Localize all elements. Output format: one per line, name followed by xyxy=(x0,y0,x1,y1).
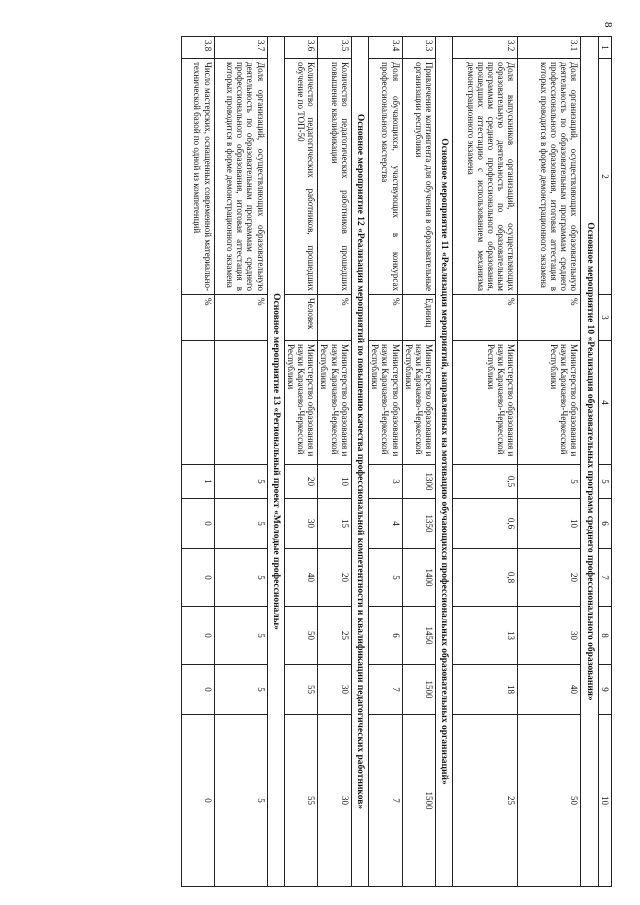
value-cell: 0 xyxy=(181,665,214,715)
unit-cell: % xyxy=(518,295,581,341)
unit-cell: % xyxy=(214,295,267,341)
indicator-description: Количество педагогических работников, прошедших обучение по ТОП-50 xyxy=(285,59,318,295)
value-cell: 6 xyxy=(369,607,402,665)
responsible-org: Министерство образования и науки Карачаево-Черкесской Республики xyxy=(453,341,518,465)
value-cell: 30 xyxy=(318,665,351,715)
table-row xyxy=(318,37,351,887)
indicator-description: Количество педагогических работников прошедших повышение квалификации xyxy=(318,59,351,295)
section-title: Основное мероприятие 13 «Региональный проект «Молодые профессионалы» xyxy=(267,37,285,887)
column-number-1: 1 xyxy=(599,37,612,59)
value-cell: 5 xyxy=(214,465,267,499)
value-cell: 1400 xyxy=(402,549,435,607)
value-cell: 0 xyxy=(181,607,214,665)
responsible-org: Министерство образования и науки Карачаево-Черкесской Республики xyxy=(518,341,581,465)
value-cell: 50 xyxy=(285,607,318,665)
column-number-5: 5 xyxy=(599,465,612,499)
value-cell: 25 xyxy=(318,607,351,665)
value-cell: 20 xyxy=(285,465,318,499)
column-number-3: 3 xyxy=(599,295,612,341)
responsible-org xyxy=(181,341,214,465)
row-number: 3.6 xyxy=(285,37,318,59)
row-number: 3.7 xyxy=(214,37,267,59)
row-number: 3.3 xyxy=(402,37,435,59)
table-row xyxy=(181,37,214,887)
indicator-description: Число мастерских, оснащенных современной материально-технической базой по одной из компетенций xyxy=(181,59,214,295)
table-row xyxy=(285,37,318,887)
section-title: Основное мероприятие 11 «Реализация мероприятий, направленных на мотивацию обучающихся профессиональных образовательных организаций» xyxy=(435,37,453,887)
value-cell: 4 xyxy=(369,499,402,549)
column-number-9: 9 xyxy=(599,665,612,715)
value-cell: 7 xyxy=(369,665,402,715)
value-cell: 40 xyxy=(518,665,581,715)
row-number: 3.8 xyxy=(181,37,214,59)
table-row xyxy=(369,37,402,887)
value-cell: 5 xyxy=(214,549,267,607)
value-cell: 13 xyxy=(453,607,518,665)
unit-cell: Человек xyxy=(285,295,318,341)
value-cell: 0,8 xyxy=(453,549,518,607)
indicator-description: Доля организаций, осуществляющих образовательную деятельность по образовательным программам среднего профессионального образования, итоговая аттестация в которых проводится в форме демонстрационного экзамена xyxy=(214,59,267,295)
section-title: Основное мероприятие 12 «Реализация мероприятий по повышению качества профессиональной компетентности и квалификации педагогических работников» xyxy=(351,37,369,887)
value-cell: 5 xyxy=(369,549,402,607)
value-cell: 30 xyxy=(285,499,318,549)
value-cell: 5 xyxy=(214,715,267,887)
indicator-description: Доля выпускников организаций, осуществляющих образовательную деятельность по образовательным программам среднего профессионального образования, прошедших аттестацию с использованием механизма демонстрационного экзамена xyxy=(453,59,518,295)
column-number-6: 6 xyxy=(599,499,612,549)
column-number-10: 10 xyxy=(599,715,612,887)
responsible-org: Министерство образования и науки Карачаево-Черкесской Республики xyxy=(369,341,402,465)
value-cell: 0,5 xyxy=(453,465,518,499)
unit-cell: % xyxy=(369,295,402,341)
value-cell: 10 xyxy=(518,499,581,549)
section-row xyxy=(581,37,599,887)
unit-cell: % xyxy=(181,295,214,341)
value-cell: 1500 xyxy=(402,715,435,887)
value-cell: 18 xyxy=(453,665,518,715)
unit-cell: % xyxy=(453,295,518,341)
value-cell: 1450 xyxy=(402,607,435,665)
value-cell: 55 xyxy=(285,715,318,887)
table-row xyxy=(402,37,435,887)
value-cell: 0,6 xyxy=(453,499,518,549)
value-cell: 30 xyxy=(518,607,581,665)
column-number-2: 2 xyxy=(599,59,612,295)
value-cell: 50 xyxy=(518,715,581,887)
responsible-org: Министерство образования и науки Карачаево-Черкесской Республики xyxy=(285,341,318,465)
value-cell: 1500 xyxy=(402,665,435,715)
section-row xyxy=(435,37,453,887)
unit-cell: Единиц xyxy=(402,295,435,341)
section-row xyxy=(351,37,369,887)
table-header-row xyxy=(599,37,612,887)
value-cell: 0 xyxy=(181,499,214,549)
value-cell: 5 xyxy=(214,665,267,715)
value-cell: 1300 xyxy=(402,465,435,499)
row-number: 3.2 xyxy=(453,37,518,59)
value-cell: 20 xyxy=(518,549,581,607)
value-cell: 0 xyxy=(181,549,214,607)
row-number: 3.4 xyxy=(369,37,402,59)
indicators-table xyxy=(181,36,612,887)
section-title: Основное мероприятие 10 «Реализация образовательных программ среднего профессионального образования» xyxy=(581,37,599,887)
row-number: 3.5 xyxy=(318,37,351,59)
value-cell: 1 xyxy=(181,465,214,499)
responsible-org: Министерство образования и науки Карачаево-Черкесской Республики xyxy=(318,341,351,465)
unit-cell: % xyxy=(318,295,351,341)
column-number-4: 4 xyxy=(599,341,612,465)
value-cell: 3 xyxy=(369,465,402,499)
table-row xyxy=(214,37,267,887)
value-cell: 55 xyxy=(285,665,318,715)
table-row xyxy=(453,37,518,887)
value-cell: 10 xyxy=(318,465,351,499)
table-row xyxy=(518,37,581,887)
indicator-description: Привлечение контингента для обучения в образовательные организации республики xyxy=(402,59,435,295)
rotated-page xyxy=(72,36,612,886)
value-cell: 0 xyxy=(181,715,214,887)
value-cell: 40 xyxy=(285,549,318,607)
value-cell: 15 xyxy=(318,499,351,549)
page-number: 8 xyxy=(602,22,614,28)
value-cell: 5 xyxy=(518,465,581,499)
value-cell: 20 xyxy=(318,549,351,607)
value-cell: 7 xyxy=(369,715,402,887)
value-cell: 30 xyxy=(318,715,351,887)
indicator-description: Доля организаций, осуществляющих образовательную деятельность по образовательным программам среднего профессионального образования, итоговая аттестация в которых проводится в форме демонстрационного экзамена xyxy=(518,59,581,295)
column-number-8: 8 xyxy=(599,607,612,665)
value-cell: 5 xyxy=(214,607,267,665)
row-number: 3.1 xyxy=(518,37,581,59)
section-row xyxy=(267,37,285,887)
responsible-org: Министерство образования и науки Карачаево-Черкесской Республики xyxy=(402,341,435,465)
column-number-7: 7 xyxy=(599,549,612,607)
value-cell: 1350 xyxy=(402,499,435,549)
responsible-org xyxy=(214,341,267,465)
value-cell: 25 xyxy=(453,715,518,887)
value-cell: 5 xyxy=(214,499,267,549)
indicator-description: Доля обучающихся, участвующих в конкурсах профессионального мастерства xyxy=(369,59,402,295)
